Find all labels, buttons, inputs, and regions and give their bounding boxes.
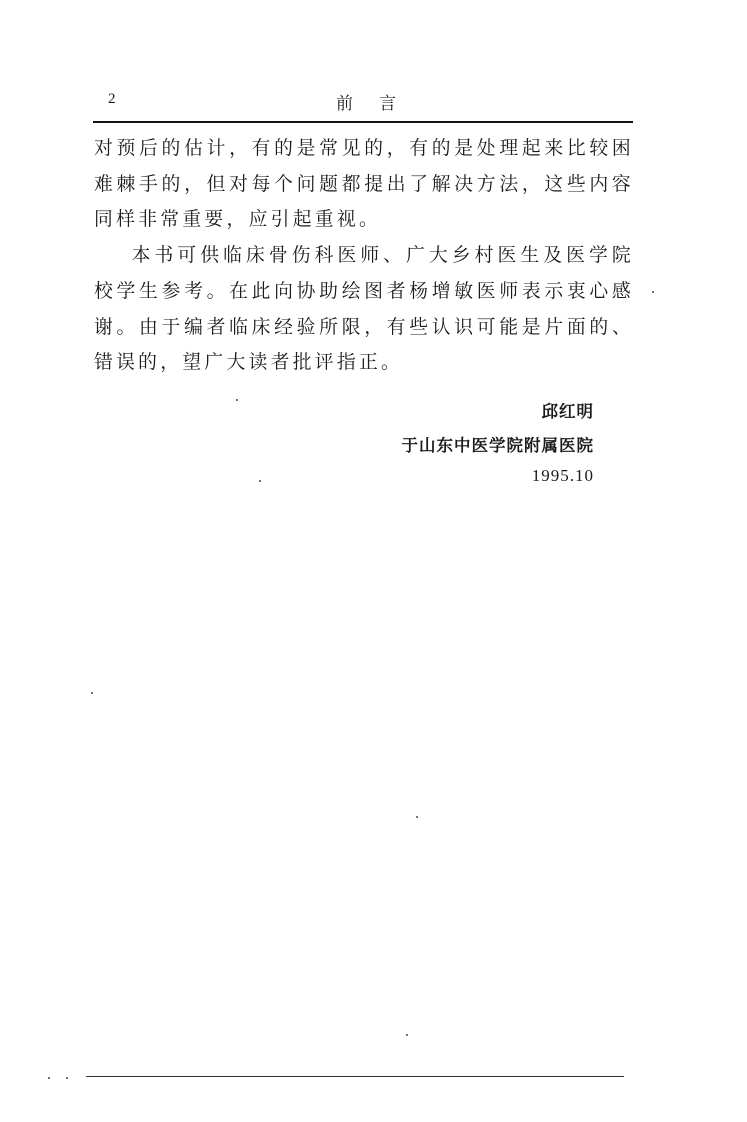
scan-speck bbox=[66, 1077, 68, 1079]
signature-date: 1995.10 bbox=[531, 466, 594, 485]
page-number: 2 bbox=[108, 91, 116, 107]
running-head: 前言 bbox=[336, 94, 422, 114]
scan-speck bbox=[652, 291, 654, 293]
footer-rule bbox=[86, 1076, 624, 1077]
paragraph-continuation: 对预后的估计，有的是常见的，有的是处理起来比较困难棘手的，但对每个问题都提出了解决方法，这些内容同样非常重要，应引起重视。 bbox=[94, 138, 634, 231]
paragraph-acknowledgement: 本书可供临床骨伤科医师、广大乡村医生及医学院校学生参考。在此向协助绘图者杨增敏医师表示衷心感谢。由于编者临床经验所限，有些认识可能是片面的、错误的，望广大读者批评指正。 bbox=[94, 245, 634, 374]
scan-speck bbox=[48, 1077, 50, 1079]
body-text bbox=[94, 131, 634, 381]
scan-speck bbox=[259, 480, 261, 482]
signature-affiliation: 于山东中医学院附属医院 bbox=[401, 436, 594, 455]
header-rule bbox=[93, 121, 633, 123]
signature-author: 邱红明 bbox=[541, 402, 594, 421]
scan-speck bbox=[416, 816, 418, 818]
scan-speck bbox=[236, 399, 238, 401]
scan-speck bbox=[91, 692, 93, 694]
scan-speck bbox=[406, 1034, 408, 1036]
